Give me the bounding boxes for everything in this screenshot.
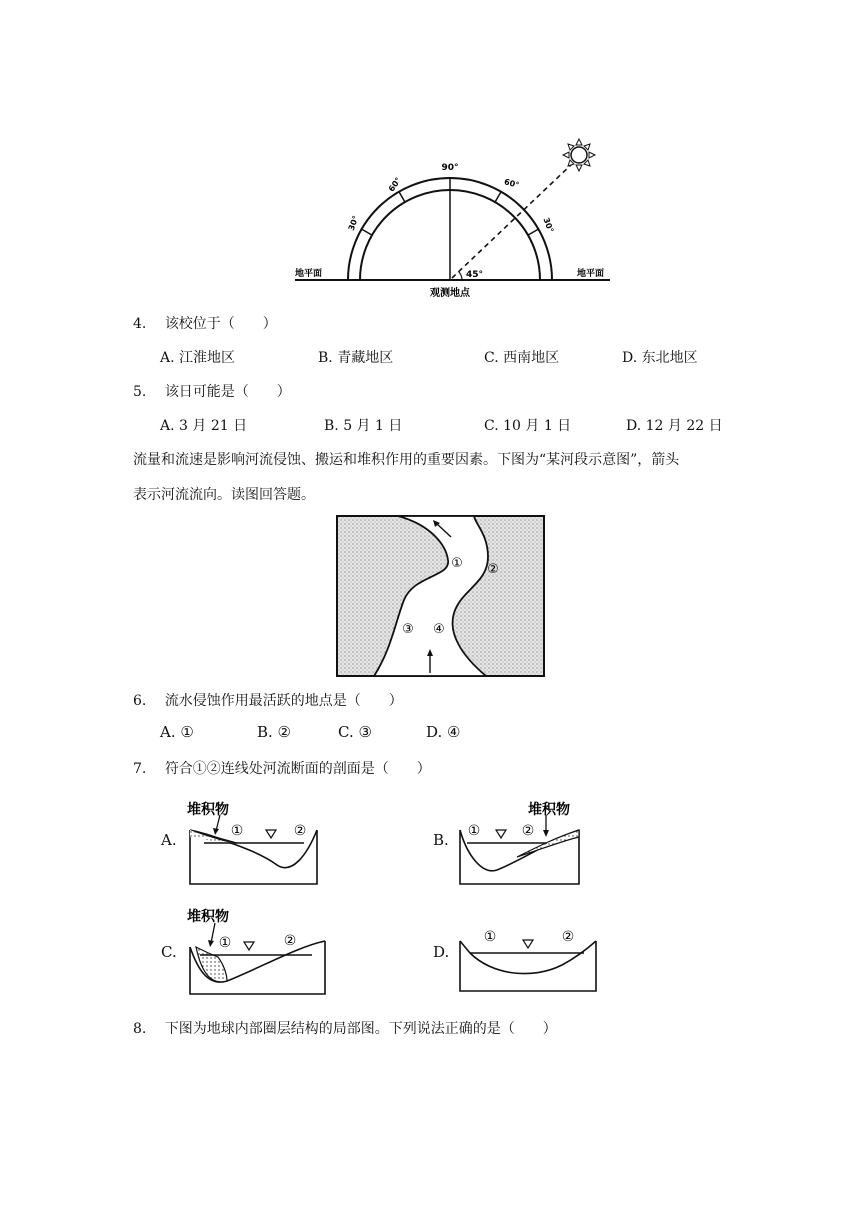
sun-altitude-diagram — [280, 130, 620, 305]
profile-marker-1: ① — [467, 823, 481, 839]
intro-line-1: 流量和流速是影响河流侵蚀、搬运和堆积作用的重要因素。下图为“某河段示意图”，箭头 — [133, 452, 680, 468]
label-45: 45° — [466, 270, 484, 280]
profile-b[interactable] — [452, 795, 592, 887]
question-number: 6. — [133, 693, 147, 709]
question-number: 5. — [133, 384, 147, 400]
question-7 — [133, 758, 431, 778]
question-text: 下图为地球内部圈层结构的局部图。下列说法正确的是（ ） — [164, 1021, 557, 1037]
marker-1: ① — [451, 556, 463, 571]
option-6b[interactable]: B. ② — [257, 723, 292, 741]
question-text: 流水侵蚀作用最活跃的地点是（ ） — [164, 693, 403, 709]
option-6a[interactable]: A. ① — [160, 723, 194, 741]
question-number: 7. — [133, 761, 147, 777]
label-observation-point: 观测地点 — [430, 288, 470, 299]
marker-2: ② — [487, 562, 499, 577]
question-8 — [133, 1018, 557, 1038]
option-5d[interactable]: D. 12 月 22 日 — [626, 418, 723, 434]
label-horizon-left: 地平面 — [295, 269, 323, 279]
question-text: 该日可能是（ ） — [164, 384, 291, 400]
intro-line-2: 表示河流流向。读图回答题。 — [133, 487, 315, 503]
profile-marker-2: ② — [283, 933, 297, 949]
label-60-right: 60° — [503, 177, 521, 190]
question-5 — [133, 381, 291, 401]
deposit-label: 堆积物 — [187, 909, 229, 925]
marker-4: ④ — [433, 622, 445, 637]
option-4a[interactable]: A. 江淮地区 — [160, 350, 236, 366]
profile-marker-1: ① — [483, 929, 497, 945]
deposit-label: 堆积物 — [528, 802, 570, 818]
profile-marker-2: ② — [561, 929, 575, 945]
option-7a-label[interactable]: A. — [161, 831, 177, 849]
river-segment-diagram — [336, 515, 546, 679]
option-7d-label[interactable]: D. — [433, 943, 450, 961]
option-5a[interactable]: A. 3 月 21 日 — [160, 418, 248, 434]
deposit-label: 堆积物 — [187, 802, 229, 818]
profile-marker-2: ② — [293, 823, 307, 839]
option-6d[interactable]: D. ④ — [426, 723, 461, 741]
profile-marker-2: ② — [521, 823, 535, 839]
profile-marker-1: ① — [218, 935, 232, 951]
option-7c-label[interactable]: C. — [161, 943, 177, 961]
option-4d[interactable]: D. 东北地区 — [622, 350, 698, 366]
question-4 — [133, 313, 277, 333]
marker-3: ③ — [402, 622, 414, 637]
label-30-left: 30° — [346, 214, 361, 232]
question-text: 符合①②连线处河流断面的剖面是（ ） — [164, 761, 431, 777]
sun-icon — [563, 139, 595, 171]
option-6c[interactable]: C. ③ — [338, 723, 372, 741]
question-number: 4. — [133, 316, 147, 332]
label-90: 90° — [441, 163, 459, 173]
option-5c[interactable]: C. 10 月 1 日 — [484, 418, 572, 434]
profile-a[interactable] — [182, 795, 322, 887]
question-6 — [133, 690, 403, 710]
profile-c[interactable] — [182, 905, 332, 997]
option-4b[interactable]: B. 青藏地区 — [318, 350, 394, 366]
question-text: 该校位于（ ） — [164, 316, 277, 332]
profile-d[interactable] — [452, 905, 602, 997]
question-number: 8. — [133, 1021, 147, 1037]
profile-marker-1: ① — [230, 823, 244, 839]
option-4c[interactable]: C. 西南地区 — [484, 350, 560, 366]
label-30-right: 30° — [541, 216, 556, 234]
label-horizon-right: 地平面 — [577, 269, 605, 279]
label-60-left: 60° — [386, 175, 403, 194]
option-7b-label[interactable]: B. — [433, 831, 449, 849]
option-5b[interactable]: B. 5 月 1 日 — [324, 418, 403, 434]
